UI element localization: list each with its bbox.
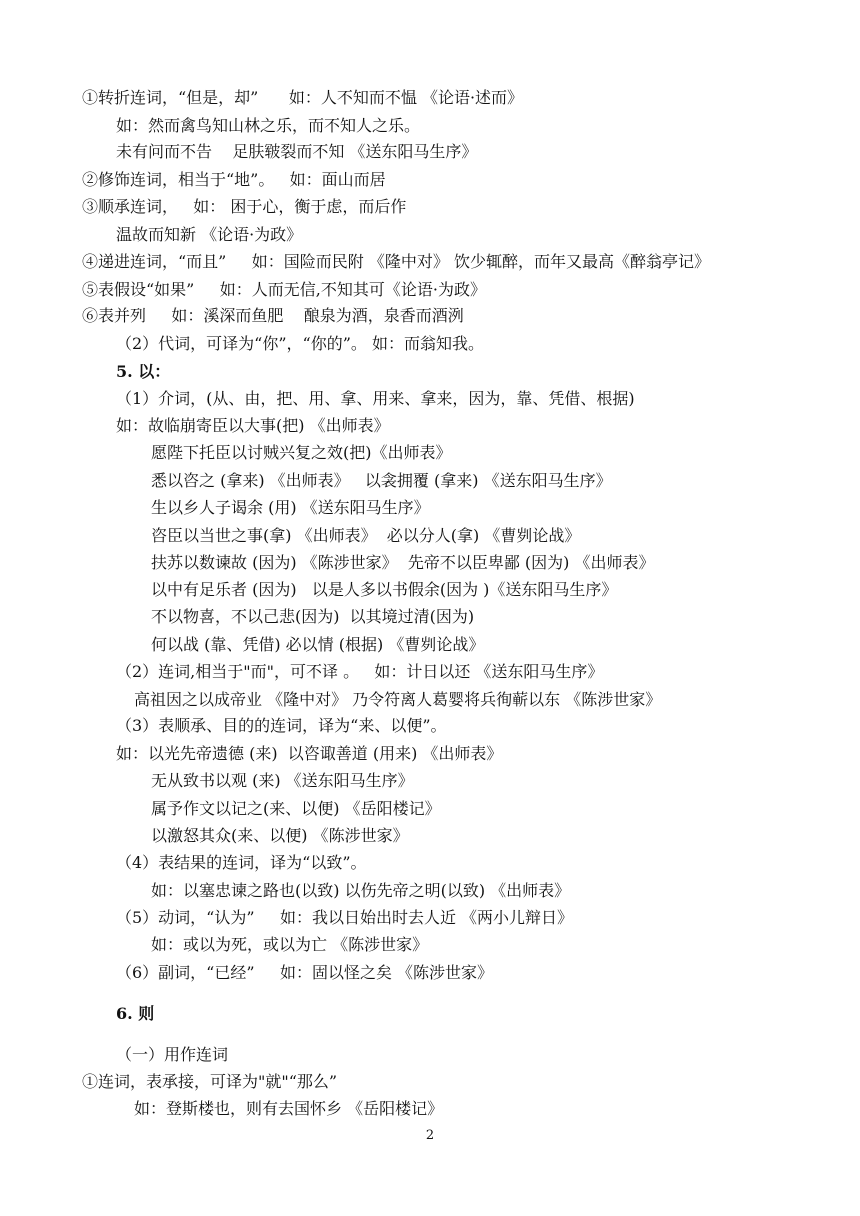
text-line: （5）动词，“认为” 如：我以日始出时去人近 《两小儿辩日》 <box>116 908 574 927</box>
page-number: 2 <box>425 1128 435 1143</box>
text-line: 如：登斯楼也，则有去国怀乡 《岳阳楼记》 <box>134 1099 444 1118</box>
text-line: ①转折连词，“但是，却” 如：人不知而不愠 《论语·述而》 <box>82 88 524 107</box>
text-line: （2）代词，可译为“你”，“你的”。 如：而翁知我。 <box>116 334 484 353</box>
text-line: 扶苏以数谏故 (因为) 《陈涉世家》 先帝不以臣卑鄙 (因为) 《出师表》 <box>151 553 655 572</box>
text-line: 咨臣以当世之事(拿) 《出师表》 必以分人(拿) 《曹刿论战》 <box>151 526 581 545</box>
text-line: （1）介词，(从、由，把、用、拿、用来、拿来，因为，靠、凭借、根据) <box>116 389 635 408</box>
text-line: 何以战 (靠、凭借) 必以情 (根据) 《曹刿论战》 <box>151 635 485 654</box>
text-line: 如：然而禽鸟知山林之乐，而不知人之乐。 <box>116 116 421 135</box>
section-heading-5: 5. 以： <box>116 362 171 381</box>
text-line: 属予作文以记之(来、以便) 《岳阳楼记》 <box>151 799 441 818</box>
text-line: ②修饰连词，相当于“地”。 如：面山而居 <box>82 170 386 189</box>
text-line: （6）副词，“已经” 如：固以怪之矣 《陈涉世家》 <box>116 963 494 982</box>
text-line: 温故而知新 《论语·为政》 <box>116 225 303 244</box>
text-line: 无从致书以观 (来) 《送东阳马生序》 <box>151 771 414 790</box>
text-line: 不以物喜，不以己悲(因为) 以其境过清(因为) <box>151 607 475 626</box>
text-line: （4）表结果的连词，译为“以致”。 <box>116 853 367 872</box>
text-line: （一）用作连词 <box>116 1045 229 1064</box>
text-line: 高祖因之以成帝业 《隆中对》 乃令符离人葛婴将兵徇蕲以东 《陈涉世家》 <box>134 690 662 709</box>
text-line: 如：以光先帝遗德 (来) 以咨诹善道 (用来) 《出师表》 <box>116 744 503 763</box>
text-line: 未有问而不告 足肤皲裂而不知 《送东阳马生序》 <box>116 142 478 161</box>
text-line: 生以乡人子谒余 (用) 《送东阳马生序》 <box>151 498 430 517</box>
text-line: 愿陛下托臣以讨贼兴复之效(把)《出师表》 <box>151 443 452 462</box>
text-line: （3）表顺承、目的的连词，译为“来、以便”。 <box>116 716 447 735</box>
text-line: ⑤表假设“如果” 如：人而无信,不知其可《论语·为政》 <box>82 280 486 299</box>
text-line: ④递进连词，“而且” 如：国险而民附 《隆中对》 饮少辄醉，而年又最高《醉翁亭记》 <box>82 252 710 271</box>
text-line: 以激怒其众(来、以便) 《陈涉世家》 <box>151 826 409 845</box>
text-line: 悉以咨之 (拿来) 《出师表》 以衾拥覆 (拿来) 《送东阳马生序》 <box>151 471 612 490</box>
text-line: 如：以塞忠谏之路也(以致) 以伤先帝之明(以致) 《出师表》 <box>151 881 571 900</box>
section-heading-6: 6. 则 <box>116 1004 155 1023</box>
text-line: 如：故临崩寄臣以大事(把) 《出师表》 <box>116 416 390 435</box>
text-line: 以中有足乐者 (因为) 以是人多以书假余(因为 )《送东阳马生序》 <box>151 580 618 599</box>
text-line: 如：或以为死，或以为亡 《陈涉世家》 <box>151 935 429 954</box>
text-line: ③顺承连词， 如： 困于心，衡于虑，而后作 <box>82 197 407 216</box>
text-line: ①连词，表承接，可译为"就"“那么” <box>82 1072 338 1091</box>
text-line: （2）连词,相当于"而"，可不译 。 如：计日以还 《送东阳马生序》 <box>116 662 604 681</box>
text-line: ⑥表并列 如：溪深而鱼肥 酿泉为酒，泉香而酒洌 <box>82 306 464 325</box>
